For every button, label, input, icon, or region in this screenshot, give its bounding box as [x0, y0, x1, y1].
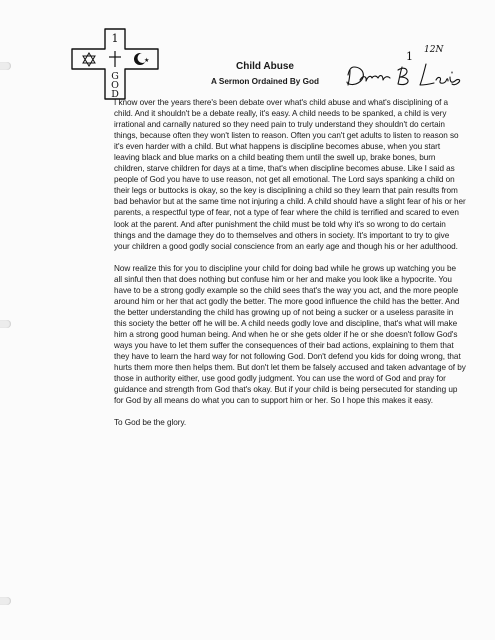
punch-hole	[0, 62, 11, 70]
svg-text:D: D	[111, 89, 119, 100]
emblem-word-god	[111, 71, 119, 100]
paragraph: I know over the years there's been debate over what's child abuse and what's disciplining of a child. And it shouldn't be a debate really, it's easy. A child needs to be spanked, a child is very irrational and carnally natured so they need pain to truly understand they shouldn't do certain things, because often they won't listen to reason. Often you can't get adults to listen to reason so it's even harder with a child. But what happens is discipline becomes abuse, when you start leaving black and blue marks on a child beating them until the swell up, brake bones, burn children, starve children for days at a time, that's when discipline becomes abuse. Like I said as people of God you have to use reason, not get all emotional. The Lord says spanking a child on their legs or buttocks is okay, so the key is disciplining a child so they learn that pain results from bad behavior but at the same time not injuring a child. A child should have a slight fear of his or her parents, a respectful type of fear, not a type of fear where the child is terrified and scared to even look at the parent. And after punishment the child must be told why it's so wrong to do certain things and the damage they do to themselves and others in society. It's important to try to give your children a good godly social conscience from an early age and though his or her adulthood.	[114, 98, 466, 251]
closing-line: To God be the glory.	[114, 418, 187, 428]
sermon-body	[114, 97, 466, 428]
crescent-star-icon	[134, 53, 149, 65]
document-title: Child Abuse	[236, 61, 294, 72]
punch-hole	[0, 320, 11, 328]
emblem-number: 1	[111, 32, 119, 45]
paragraph: Now realize this for you to discipline your child for doing bad while he grows up watching you be all sinful then that does nothing but confuse him or her and make you look like a hypocrite. You have to be a strong godly example so the child sees that's the way you act, and the more people around him or her that act godly the better. The more good influence the child has the better. And the better understanding the child has growing up of not being a sucker or a useless parasite in this society the better off he will be. A child needs godly love and discipline, that's what will make him a strong good human being. And when he or she gets older if he or she doesn't follow God's ways you have to let them suffer the consequences of their bad actions, explaining to them that they have to learn the hard way for not following God. Don't defend you kids for doing wrong, that hurts them more then helps them. But don't let them be falsely accused and taken advantage of by those in authority either, use good godly judgment. You can use the word of God and pray for guidance and strength from God that's okay. But if your child is being persecuted for standing up for God by all means do what you can to support him or her. So I hope this makes it easy.	[114, 263, 466, 406]
page-code: 12N	[424, 45, 444, 55]
svg-text:O: O	[111, 80, 119, 91]
cross-emblem-logo	[68, 27, 162, 101]
page-number: 1	[406, 50, 413, 63]
handwritten-signature	[340, 40, 470, 92]
svg-text:G: G	[111, 71, 119, 82]
punch-hole	[0, 597, 11, 605]
document-subtitle: A Sermon Ordained By God	[211, 77, 319, 86]
star-of-david-icon	[83, 53, 95, 66]
svg-text:★: ★	[144, 57, 150, 64]
